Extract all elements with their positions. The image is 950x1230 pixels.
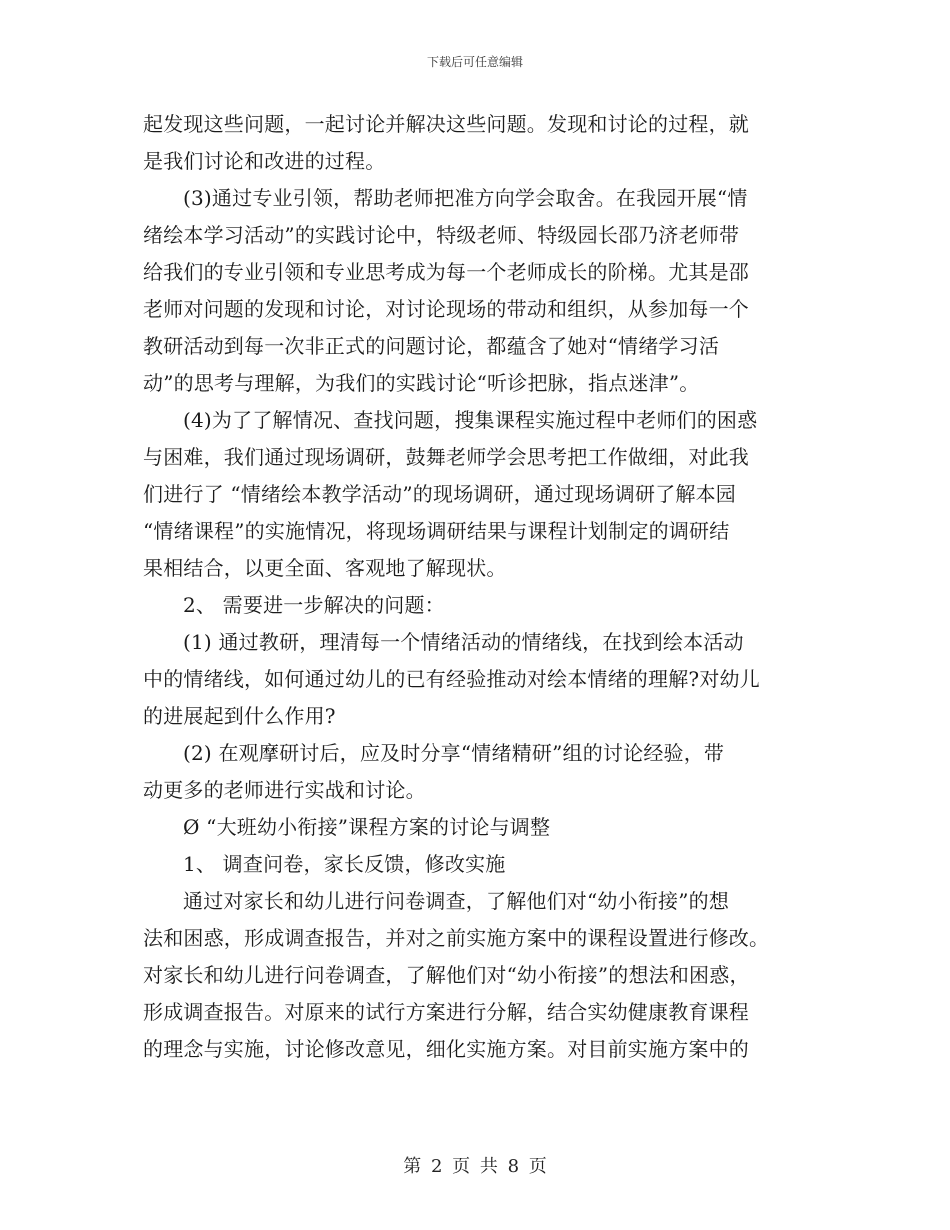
text-line: (1) 通过教研，理清每一个情绪活动的情绪线，在找到绘本活动: [183, 630, 744, 654]
text-line: 中的情绪线，如何通过幼儿的已有经验推动对绘本情绪的理解?对幼儿: [143, 667, 760, 691]
text-line: 是我们讨论和改进的过程。: [143, 149, 386, 173]
text-line: (3)通过专业引领，帮助老师把准方向学会取舍。在我园开展“情: [183, 186, 748, 210]
text-line: 的进展起到什么作用?: [143, 704, 336, 728]
text-line: 1、 调查问卷，家长反馈，修改实施: [183, 852, 506, 876]
text-line: 动更多的老师进行实战和讨论。: [143, 778, 426, 802]
page-footer: 第 2 页 共 8 页: [403, 1156, 547, 1177]
text-line: 对家长和幼儿进行问卷调查，了解他们对“幼小衔接”的想法和困惑，: [143, 963, 750, 987]
text-line: 的理念与实施，讨论修改意见，细化实施方案。对目前实施方案中的: [143, 1037, 749, 1061]
text-line: 2、 需要进一步解决的问题：: [183, 593, 445, 617]
text-line: 给我们的专业引领和专业思考成为每一个老师成长的阶梯。尤其是邵: [143, 260, 749, 284]
text-line: “情绪课程”的实施情况，将现场调研结果与课程计划制定的调研结: [143, 519, 730, 543]
text-line: 通过对家长和幼儿进行问卷调查，了解他们对“幼小衔接”的想: [183, 889, 730, 913]
text-line: 老师对问题的发现和讨论，对讨论现场的带动和组织，从参加每一个: [143, 297, 749, 321]
text-line: 们进行了 “情绪绘本教学活动”的现场调研，通过现场调研了解本园: [143, 482, 737, 506]
text-line: (2) 在观摩研讨后，应及时分享“情绪精研”组的讨论经验，带: [183, 741, 725, 765]
text-line: (4)为了了解情况、查找问题，搜集课程实施过程中老师们的困惑: [183, 408, 758, 432]
text-line: 与困难，我们通过现场调研，鼓舞老师学会思考把工作做细，对此我: [143, 445, 749, 469]
text-line: 法和困惑，形成调查报告，并对之前实施方案中的课程设置进行修改。: [143, 926, 770, 950]
text-line: 教研活动到每一次非正式的问题讨论，都蕴含了她对“情绪学习活: [143, 334, 720, 358]
text-line: 形成调查报告。对原来的试行方案进行分解，结合实幼健康教育课程: [143, 1000, 749, 1024]
text-line: 绪绘本学习活动”的实践讨论中，特级老师、特级园长邵乃济老师带: [143, 223, 740, 247]
page-header: 下载后可任意编辑: [426, 55, 523, 69]
text-line: Ø “大班幼小衔接”课程方案的讨论与调整: [183, 815, 551, 839]
text-line: 果相结合，以更全面、客观地了解现状。: [143, 556, 507, 580]
document-body: [143, 106, 813, 1068]
text-line: 起发现这些问题，一起讨论并解决这些问题。发现和讨论的过程，就: [143, 112, 749, 136]
text-line: 动”的思考与理解，为我们的实践讨论“听诊把脉，指点迷津”。: [143, 371, 700, 395]
